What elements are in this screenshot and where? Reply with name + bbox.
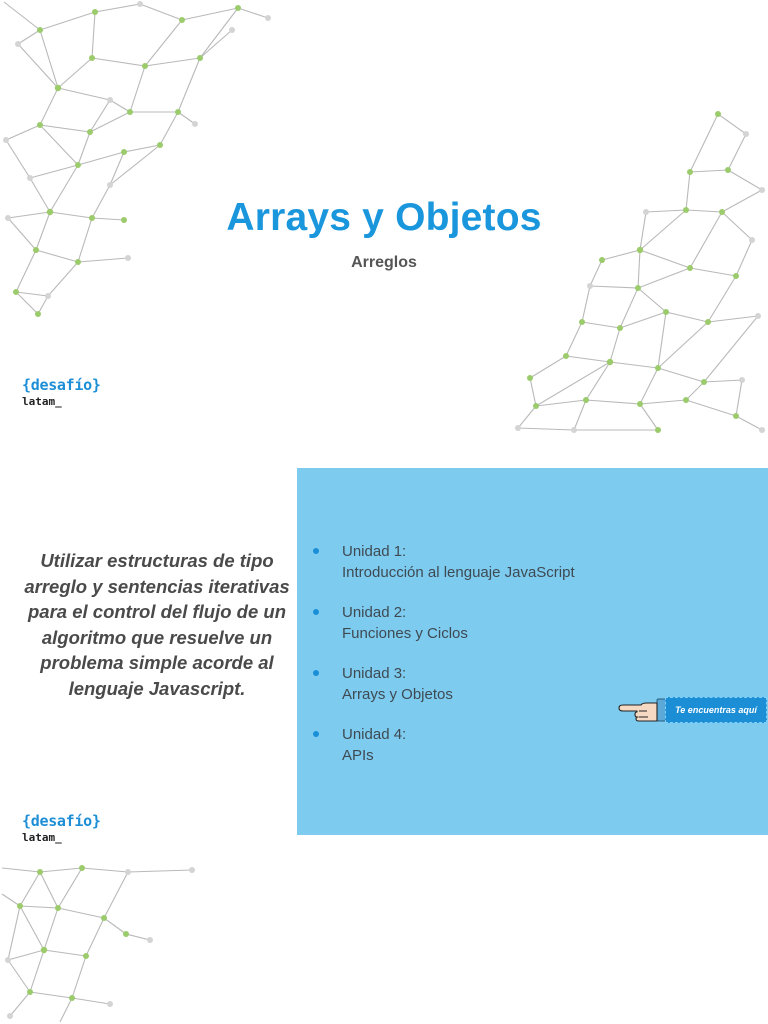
- unit-topic: APIs: [342, 747, 374, 764]
- learning-objective: Utilizar estructuras de tipo arreglo y sentencias iterativas para el control del flujo de un algoritmo que resuelve un problema simple acorde al lenguaje Javascript.: [24, 550, 290, 699]
- network-decoration-top-left: [0, 0, 280, 340]
- current-unit-marker: [617, 696, 767, 726]
- bullet-icon: [313, 609, 319, 615]
- logo-line-2: latam_: [22, 831, 62, 844]
- logo-line-1: {desafío}: [22, 376, 101, 394]
- title-slide: [0, 0, 768, 440]
- unit-topic: Funciones y Ciclos: [342, 625, 468, 642]
- unit-topic: Introducción al lenguaje JavaScript: [342, 564, 575, 581]
- network-decoration-bottom-left: [0, 864, 200, 1024]
- bullet-icon: [313, 548, 319, 554]
- desafio-latam-logo: [22, 814, 101, 843]
- unit-name: Unidad 2:: [342, 604, 407, 621]
- logo-line-1: {desafío}: [22, 812, 101, 830]
- pointing-hand-icon: [617, 696, 667, 726]
- slide-title: Arrays y Objetos: [226, 196, 542, 239]
- bullet-icon: [313, 731, 319, 737]
- desafio-latam-logo: [22, 378, 101, 407]
- slide-subtitle: Arreglos: [351, 254, 417, 271]
- bullet-icon: [313, 670, 319, 676]
- you-are-here-badge: Te encuentras aquí: [665, 697, 767, 723]
- unit-name: Unidad 3:: [342, 665, 407, 682]
- units-panel: [297, 468, 768, 835]
- units-slide: [0, 440, 768, 1024]
- unit-name: Unidad 1:: [342, 543, 407, 560]
- unit-name: Unidad 4:: [342, 726, 407, 743]
- logo-line-2: latam_: [22, 395, 62, 408]
- unit-topic: Arrays y Objetos: [342, 686, 453, 703]
